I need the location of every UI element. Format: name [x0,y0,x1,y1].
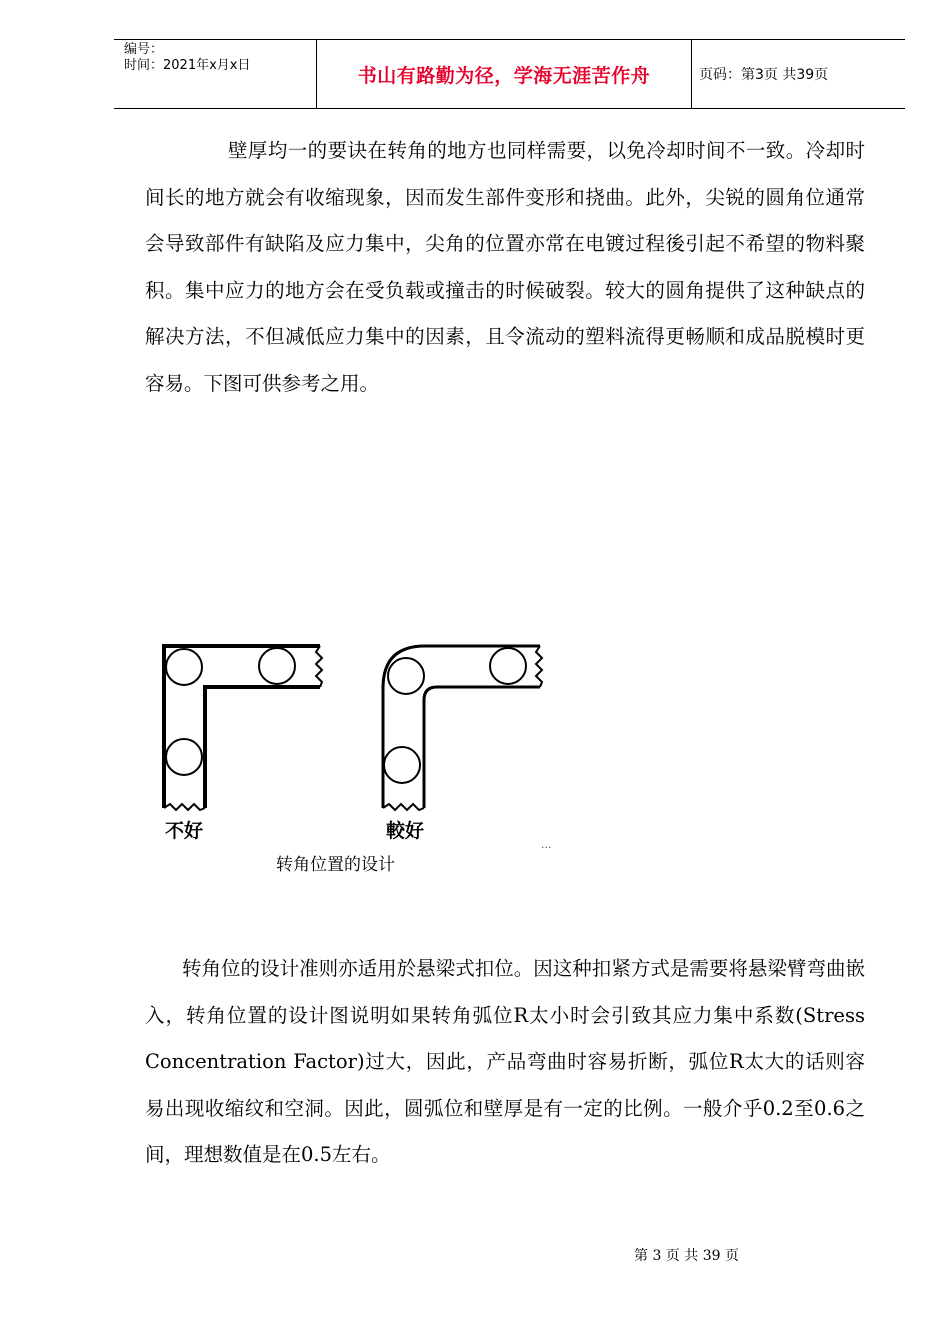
header-motto-cell [316,40,692,108]
paragraph-cantilever-snap: 转角位的设计准则亦适用於悬梁式扣位。因这种扣紧方式是需要将悬梁臂弯曲嵌入，转角位置的设计图说明如果转角弧位R太小时会引致其应力集中系数(Stress Concentration Factor)过大，因此，产品弯曲时容易折断，弧位R太大的话则容易出现收缩纹和空洞。因此，圆弧位和壁厚是有一定的比例。一般介乎0.2至0.6之间，理想数值是在0.5左右。 [145,957,865,1166]
paragraph-corner-design: 壁厚均一的要诀在转角的地方也同样需要，以免冷却时间不一致。冷却时间长的地方就会有收缩现象，因而发生部件变形和挠曲。此外，尖锐的圆角位通常会导致部件有缺陷及应力集中，尖角的位置亦常在电镀过程後引起不希望的物料聚积。集中应力的地方会在受负载或撞击的时候破裂。较大的圆角提供了这种缺点的解决方法，不但减低应力集中的因素，且令流动的塑料流得更畅顺和成品脱模时更容易。下图可供参考之用。 [145,139,865,395]
ellipsis-mark: ... [541,838,552,851]
page-header [114,39,905,109]
corner-design-figure [150,630,570,880]
header-date: 时间：2021年x月x日 [124,58,251,73]
header-left-cell [114,40,316,108]
label-good: 較好 [386,820,425,842]
header-motto: 书山有路勤为径，学海无涯苦作舟 [357,64,651,87]
rounded-corner-diagram [383,646,542,810]
doc-number-label: 编号： [124,42,164,57]
page-footer: 第 3 页 共 39 页 [634,1248,739,1264]
label-bad: 不好 [165,820,204,842]
header-page-info: 页码：第3页 共39页 [699,67,829,83]
sharp-corner-diagram [164,646,322,810]
figure-caption: 转角位置的设计 [276,855,395,875]
